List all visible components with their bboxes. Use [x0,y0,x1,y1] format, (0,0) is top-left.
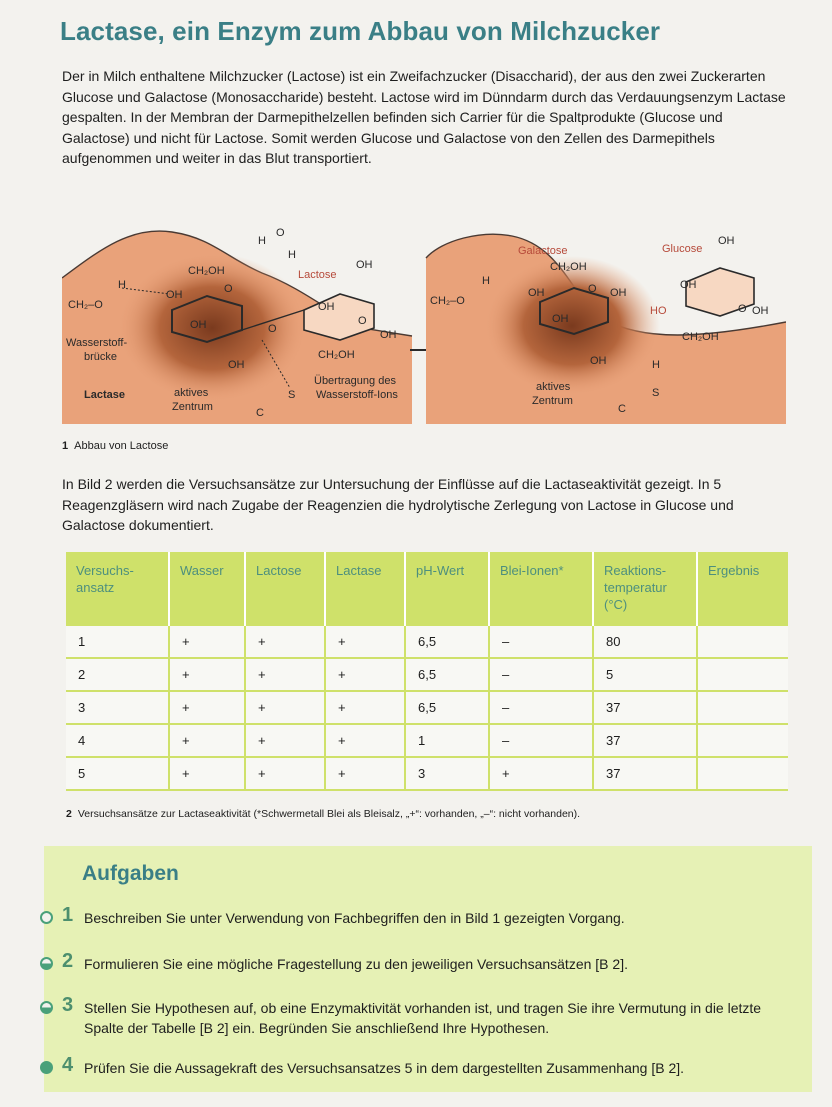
label-aktives-left: aktives [174,387,209,399]
cell: 1 [406,725,490,758]
label-h-water2: H [288,249,296,261]
header-wasser: Wasser [170,552,246,626]
table-caption-number: 2 [66,808,72,820]
label-oh-lactose2: OH [318,301,335,313]
label-oh-left1: OH [166,289,183,301]
header-ergebnis: Ergebnis [698,552,788,626]
label-oh-right2: OH [610,287,627,299]
label-o-right: O [588,283,597,295]
label-ch2o-right: CH₂–O [430,295,465,307]
table-caption [66,808,580,820]
label-oh-glucose1: OH [718,235,735,247]
label-bruecke: brücke [84,351,118,363]
tasks-heading: Aufgaben [82,862,179,885]
figure-caption-text: Abbau von Lactose [74,440,169,452]
table-intro-paragraph: In Bild 2 werden die Versuchsansätze zur Untersuchung der Einflüsse auf die Lactaseaktivität gezeigt. In 5 Reagenzgläsern wird nach Zugabe der Reagenzien die hydrolytische Zerlegung von Lactose in Glucose und Galactose dokumentiert. [62,476,734,533]
cell: + [170,758,246,791]
cell: 37 [594,758,698,791]
figure-lactose-breakdown [62,218,786,424]
label-ch2oh-left2: CH₂OH [318,349,355,361]
cell-result[interactable] [698,692,788,725]
cell: – [490,659,594,692]
difficulty-half-icon [40,1001,53,1014]
label-galactose: Galactose [518,245,568,257]
task-number: 2 [62,950,74,972]
cell: + [490,758,594,791]
cell: 4 [66,725,170,758]
cell: + [170,659,246,692]
label-c-left: C [256,407,264,419]
label-aktives-right: aktives [536,381,571,393]
cell: 5 [66,758,170,791]
header-lactase: Lactase [326,552,406,626]
cell: + [170,626,246,659]
label-oh-glucose3: OH [752,305,769,317]
table-row [66,758,788,791]
cell-result[interactable] [698,659,788,692]
cell: + [246,659,326,692]
label-oh-glucose2: OH [680,279,697,291]
cell: – [490,725,594,758]
table-caption-text: Versuchsansätze zur Lactaseaktivität (*Schwermetall Blei als Bleisalz, „+“: vorhanden, „–“: nicht vorhanden). [77,808,581,820]
label-oh-right3: OH [552,313,569,325]
table-row [66,659,788,692]
label-oh-right4: OH [590,355,607,367]
task-text: Formulieren Sie eine mögliche Fragestellung zu den jeweiligen Versuchsansätzen [B 2]. [84,956,628,972]
cell: + [246,725,326,758]
label-s-left: S [288,389,296,401]
label-o-left: O [224,283,233,295]
header-blei-ionen: Blei-Ionen* [490,552,594,626]
cell: + [246,758,326,791]
label-oh-left3: OH [228,359,245,371]
label-wasserstoff: Wasserstoff- [66,337,128,349]
label-h-s: H [652,359,660,371]
difficulty-half-icon [40,957,53,970]
page-title: Lactase, ein Enzym zum Abbau von Milchzucker [60,16,661,46]
label-h-right: H [482,275,490,287]
cell: + [246,626,326,659]
label-s-right: S [652,387,660,399]
task-text: Beschreiben Sie unter Verwendung von Fachbegriffen den in Bild 1 gezeigten Vorgang. [84,910,625,926]
label-ho-glucose: HO [650,305,667,317]
label-zentrum-left: Zentrum [172,401,213,413]
difficulty-full-icon [40,1061,53,1074]
label-uebertragung2: Wasserstoff-Ions [316,389,398,401]
label-h-left: H [118,279,126,291]
task-number: 3 [62,994,74,1016]
cell: 6,5 [406,626,490,659]
cell: + [246,692,326,725]
label-lactase: Lactase [84,389,125,401]
cell: + [170,725,246,758]
label-lactose: Lactose [298,269,337,281]
tasks-box [44,846,812,1092]
difficulty-empty-icon [40,911,53,924]
intro-paragraph: Der in Milch enthaltene Milchzucker (Lactose) ist ein Zweifachzucker (Disaccharid), der aus den zwei Zuckerarten Glucose und Galactose (Monosaccharide) besteht. Lactose wird im Dünndarm durch das Verdauungsenzym Lactase gespalten. In der Membran der Darmepithelzellen befinden sich Carrier für die Spaltprodukte (Glucose und Galactose) und nicht für Lactose. Somit werden Glucose und Galactose von den Zellen des Darmepithels aufgenommen und weiter in das Blut transportiert. [62,68,786,166]
header-ph-wert: pH-Wert [406,552,490,626]
cell: – [490,626,594,659]
label-oh-left2: OH [190,319,207,331]
cell: 80 [594,626,698,659]
label-o-glucose: O [738,303,747,315]
cell-result[interactable] [698,725,788,758]
task-text: Stellen Sie Hypothesen auf, ob eine Enzymaktivität vorhanden ist, und tragen Sie ihre Vermutung in die letzte Spalte der Tabelle [B 2] ein. Begründen Sie anschließend Ihre Hypothesen. [84,1000,762,1036]
figure-svg [62,218,786,424]
task-text: Prüfen Sie die Aussagekraft des Versuchsansatzes 5 in dem dargestellten Zusammenhang [B 2]. [84,1060,685,1076]
header-lactose: Lactose [246,552,326,626]
cell: + [326,626,406,659]
active-site-right [484,256,660,396]
label-ch2o-left: CH₂–O [68,299,103,311]
label-ch2oh-right1: CH₂OH [550,261,587,273]
cell-result[interactable] [698,626,788,659]
cell: 1 [66,626,170,659]
label-h-water: H [258,235,266,247]
cell: 6,5 [406,659,490,692]
label-c-right: C [618,403,626,415]
label-o-water: O [276,227,285,239]
cell: 3 [406,758,490,791]
table-row [66,725,788,758]
label-o-bridge: O [268,323,277,335]
label-zentrum-right: Zentrum [532,395,573,407]
cell-result[interactable] [698,758,788,791]
task-number: 4 [62,1054,74,1076]
header-reaktionstemperatur: Reaktions- temperatur (°C) [594,552,698,626]
cell: + [326,725,406,758]
label-ch2oh-left1: CH₂OH [188,265,225,277]
cell: 3 [66,692,170,725]
label-glucose: Glucose [662,243,703,255]
cell: 5 [594,659,698,692]
label-ch2oh-right2: CH₂OH [682,331,719,343]
label-o-lactose: O [358,315,367,327]
table-row [66,692,788,725]
label-oh-right1: OH [528,287,545,299]
cell: – [490,692,594,725]
figure-caption-1 [62,440,168,452]
cell: 37 [594,692,698,725]
cell: 37 [594,725,698,758]
cell: + [170,692,246,725]
cell: + [326,659,406,692]
task-number: 1 [62,904,74,926]
header-versuchsansatz: Versuchs- ansatz [66,552,170,626]
cell: 6,5 [406,692,490,725]
cell: + [326,692,406,725]
cell: + [326,758,406,791]
figure-caption-number: 1 [62,440,69,452]
label-oh-lactose3: OH [380,329,397,341]
table-row [66,626,788,659]
table-header-row [66,552,788,626]
label-oh-lactose1: OH [356,259,373,271]
label-uebertragung1: Übertragung des [314,375,396,387]
experiment-table [66,552,788,791]
cell: 2 [66,659,170,692]
